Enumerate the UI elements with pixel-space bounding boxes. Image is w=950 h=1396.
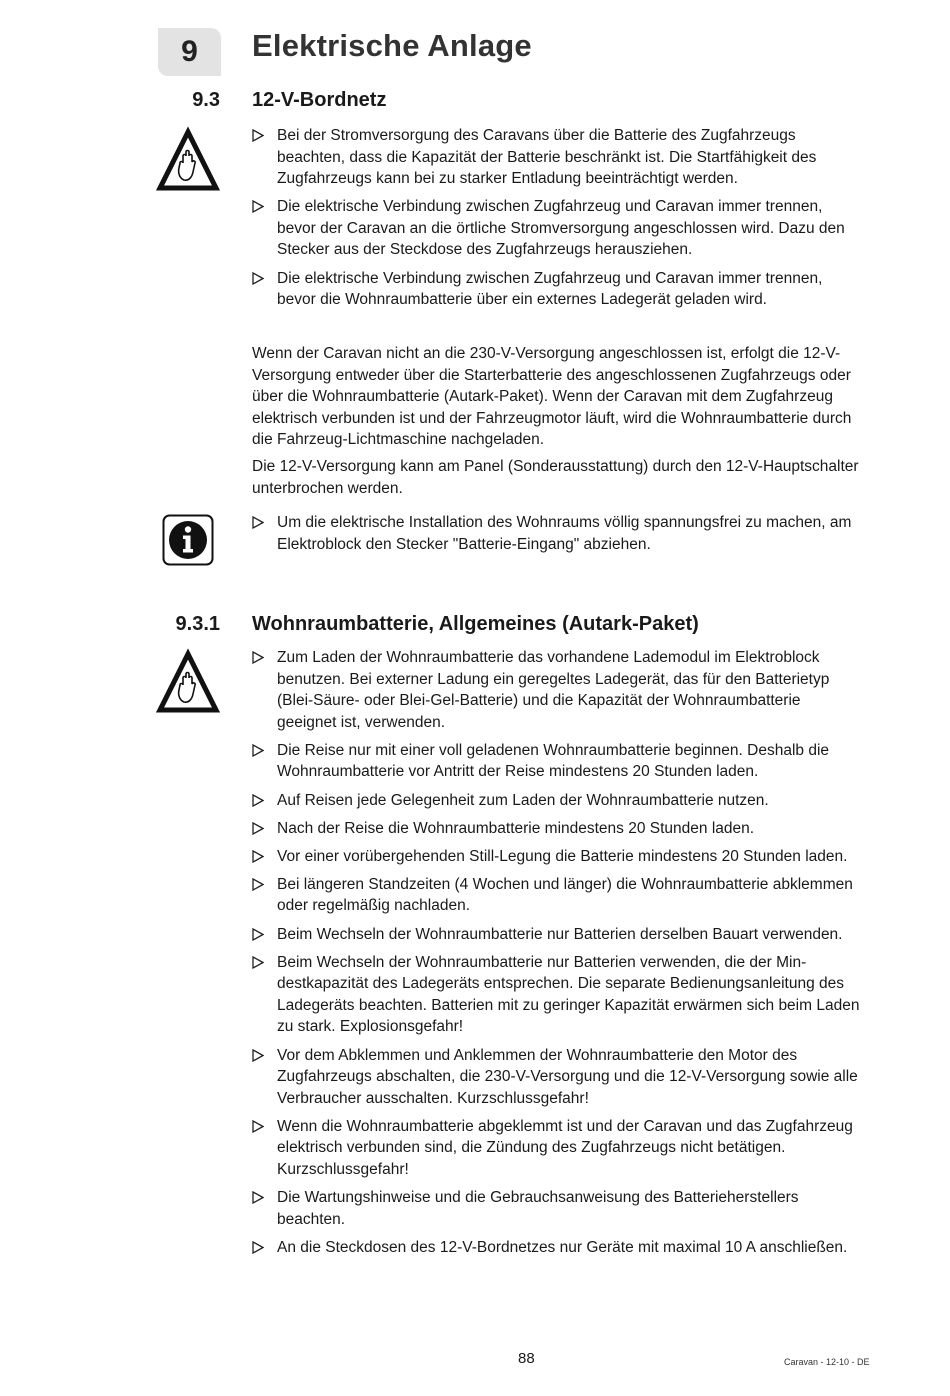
bullet-text: Beim Wechseln der Wohnraumbatterie nur Batterien verwenden, die der Mindestkapazität des Ladegeräts entsprechen. Die separate Bedienungsanleitung des Ladegeräts beachten. Batterien mit zu geringer Kapazität erwärmen sich beim Laden zu stark. Explosionsgefahr! [277, 953, 860, 1036]
body-paragraph: Wenn der Caravan nicht an die 230-V-Versorgung angeschlossen ist, erfolgt die 12-V-Versorgung entweder über die Starterbatterie des angeschlossenen Zugfahrzeugs oder über die Wohnraumbatterie (Autark-Paket). Wenn der Caravan mit dem Zugfahrzeug elektrisch verbunden ist und der Fahrzeugmotor läuft, wird die Wohnraumbatterie durch die Fahrzeug-Lichtmaschine nachgeladen. [252, 345, 852, 449]
bullet-triangle-icon [252, 1049, 264, 1062]
list-item [252, 740, 862, 783]
chapter-number: 9 [181, 35, 198, 68]
chapter-title: Elektrische Anlage [252, 28, 532, 63]
bullet-text: Um die elektrische Installation des Wohnraums völlig spannungsfrei zu machen, am Elektroblock den Stecker "Batterie-Eingang" abziehen. [277, 514, 852, 553]
subsection-number: 9.3.1 [175, 613, 220, 635]
bullet-text: Die Wartungshinweise und die Gebrauchsanweisung des Batterieherstellers beachten. [277, 1189, 799, 1228]
bullet-triangle-icon [252, 272, 264, 285]
list-item [252, 1187, 862, 1230]
warning-hand-icon [156, 126, 220, 192]
body-paragraph: Die 12-V-Versorgung kann am Panel (Sonderausstattung) durch den 12-V-Hauptschalter unterbrochen werden. [252, 458, 859, 497]
bullet-text: Beim Wechseln der Wohnraumbatterie nur Batterien derselben Bauart verwenden. [277, 925, 843, 943]
bullet-triangle-icon [252, 651, 264, 664]
bullet-triangle-icon [252, 516, 264, 529]
list-item [252, 846, 862, 868]
list-item [252, 924, 862, 946]
bullet-triangle-icon [252, 200, 264, 213]
bullet-text: Bei der Stromversorgung des Caravans über die Batterie des Zugfahrzeugs beachten, dass die Kapazität der Batterie beschränkt ist. Die Startfähigkeit des Zugfahrzeugs kann bei zu starker Entladung beeinträchtigt werden. [277, 127, 817, 188]
list-item [252, 512, 862, 555]
bullet-triangle-icon [252, 928, 264, 941]
bullet-text: Die elektrische Verbindung zwischen Zugfahrzeug und Caravan immer trennen, bevor der Caravan an die örtliche Stromversorgung angeschlossen wird. Dazu den Stecker aus der Steckdose des Zugfahrzeugs herausziehen. [277, 198, 845, 259]
page-number: 88 [518, 1350, 535, 1367]
bullet-text: Bei längeren Standzeiten (4 Wochen und länger) die Wohnraumbatterie abklemmen oder regelmäßig nachladen. [277, 875, 853, 915]
list-item [252, 125, 862, 190]
document-reference: Caravan - 12-10 - DE [784, 1357, 870, 1367]
warning-hand-icon [156, 648, 220, 714]
list-item [252, 1237, 862, 1259]
battery-bullet-list [252, 647, 862, 1265]
list-item [252, 874, 862, 917]
section-title: 12-V-Bordnetz [252, 89, 387, 111]
list-item [252, 1116, 862, 1181]
bullet-triangle-icon [252, 878, 264, 891]
section-number: 9.3 [192, 89, 220, 111]
bullet-text: Vor einer vorübergehenden Still-Legung die Batterie mindestens 20 Stunden laden. [277, 847, 848, 865]
info-bullet-list [252, 512, 862, 562]
bullet-text: Wenn die Wohnraumbatterie abgeklemmt ist und der Caravan und das Zugfahrzeug elektrisch verbunden sind, die Zündung des Zugfahrzeugs nicht betätigen. Kurzschlussgefahr! [277, 1117, 853, 1178]
info-icon [162, 514, 214, 566]
bullet-triangle-icon [252, 822, 264, 835]
list-item [252, 196, 862, 261]
bullet-triangle-icon [252, 1191, 264, 1204]
list-item [252, 1045, 862, 1110]
list-item [252, 952, 862, 1038]
bullet-triangle-icon [252, 1241, 264, 1254]
bullet-triangle-icon [252, 794, 264, 807]
bullet-triangle-icon [252, 1120, 264, 1133]
list-item [252, 818, 862, 840]
bullet-text: Nach der Reise die Wohnraumbatterie mindestens 20 Stunden laden. [277, 819, 755, 837]
bullet-triangle-icon [252, 956, 264, 969]
bullet-text: An die Steckdosen des 12-V-Bordnetzes nur Geräte mit maximal 10 A anschließen. [277, 1238, 848, 1256]
warning-bullet-list [252, 125, 862, 317]
chapter-number-tab [158, 28, 221, 76]
subsection-title: Wohnraumbatterie, Allgemeines (Autark-Paket) [252, 613, 699, 635]
bullet-triangle-icon [252, 744, 264, 757]
bullet-text: Die Reise nur mit einer voll geladenen Wohnraumbatterie beginnen. Deshalb die Wohnraumbatterie vor Antritt der Reise mindestens 20 Stunden laden. [277, 741, 830, 781]
bullet-triangle-icon [252, 129, 264, 142]
bullet-text: Zum Laden der Wohnraumbatterie das vorhandene Lademodul im Elektroblock benutzen. Bei externer Ladung ein geregeltes Ladegerät, das für den Batterietyp (Blei-Säure- oder Blei-Gel-Batterie) und die Kapazität der Wohnraumbatterie geeignet ist, verwenden. [277, 649, 830, 731]
bullet-triangle-icon [252, 850, 264, 863]
list-item [252, 647, 862, 733]
list-item [252, 268, 862, 311]
bullet-text: Vor dem Abklemmen und Anklemmen der Wohnraumbatterie den Motor des Zugfahrzeugs abschalten, die 230-V-Versorgung und die 12-V-Versorgung sowie alle Verbraucher ausschalten. Kurzschlussgefahr! [277, 1046, 858, 1107]
list-item [252, 790, 862, 812]
bullet-text: Auf Reisen jede Gelegenheit zum Laden der Wohnraumbatterie nutzen. [277, 791, 769, 809]
bullet-text: Die elektrische Verbindung zwischen Zugfahrzeug und Caravan immer trennen, bevor die Wohnraumbatterie über ein externes Ladegerät geladen wird. [277, 269, 823, 309]
